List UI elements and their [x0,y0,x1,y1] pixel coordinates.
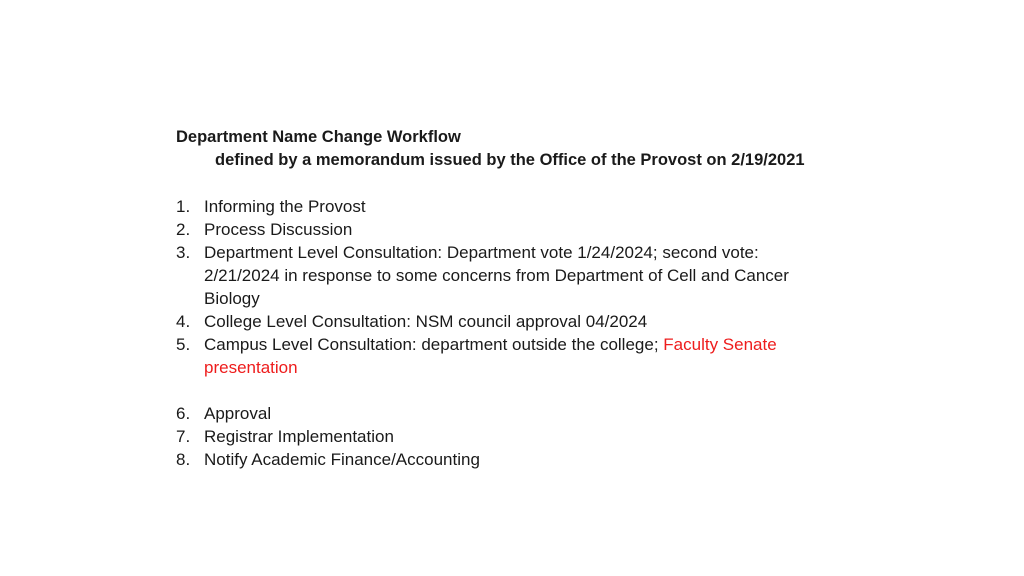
step-number: 4. [176,312,191,331]
workflow-step-3 [176,241,856,310]
step-text: Process Discussion [204,220,353,239]
page-title: Department Name Change Workflow [176,128,461,146]
workflow-step-7 [176,425,856,448]
step-number: 7. [176,427,191,446]
workflow-step-1 [176,195,856,218]
step-text: Department Level Consultation: Department vote 1/24/2024; second vote: 2/21/2024 in response to some concerns from Department of Cell and Cancer Biology [204,243,789,308]
step-number: 6. [176,404,191,423]
step-number: 1. [176,197,191,216]
workflow-step-8 [176,448,856,471]
step-text-plain: Campus Level Consultation: department outside the college; [204,335,664,354]
step-text: College Level Consultation: NSM council approval 04/2024 [204,312,648,331]
workflow-step-2 [176,218,856,241]
step-text: Notify Academic Finance/Accounting [204,450,480,469]
workflow-content [176,126,856,471]
step-number: 5. [176,335,191,354]
page-subtitle: defined by a memorandum issued by the Office of the Provost on 2/19/2021 [215,151,805,169]
workflow-step-5 [176,333,856,379]
step-text: Informing the Provost [204,197,366,216]
faculty-senate-highlight: Faculty Senate presentation [204,335,777,377]
workflow-step-4 [176,310,856,333]
workflow-steps-part-2 [176,402,856,471]
step-text [204,333,816,379]
step-number: 8. [176,450,191,469]
step-text: Approval [204,404,272,423]
workflow-steps-part-1 [176,195,856,379]
workflow-step-6 [176,402,856,425]
step-number: 3. [176,243,191,262]
step-text: Registrar Implementation [204,427,394,446]
step-number: 2. [176,220,191,239]
